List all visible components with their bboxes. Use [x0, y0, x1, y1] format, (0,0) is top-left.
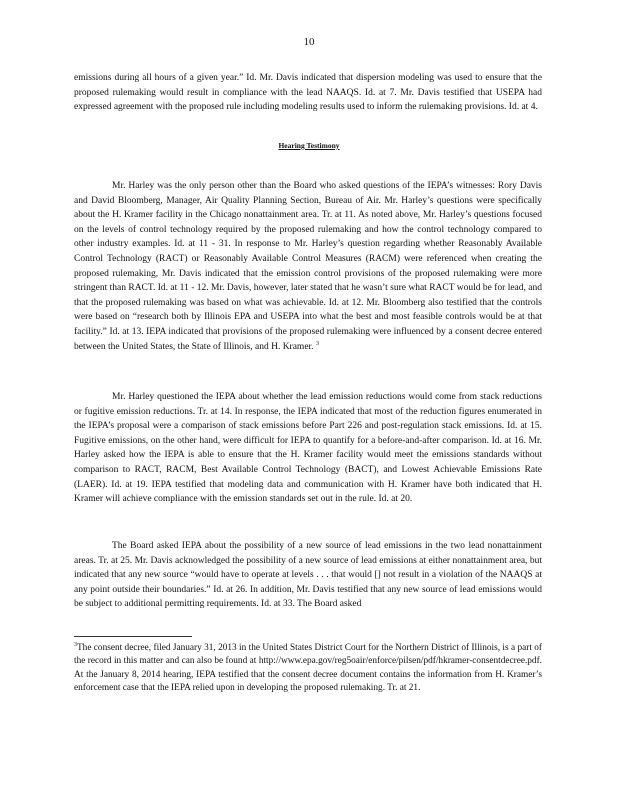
footnote-reference: 3	[315, 340, 319, 347]
footnote-divider	[74, 636, 192, 637]
section-heading: Hearing Testimony	[278, 141, 340, 150]
intro-paragraph-block	[74, 71, 542, 115]
intro-paragraph: emissions during all hours of a given year.” Id. Mr. Davis indicated that dispersion modeling was used to ensure that the proposed rulemaking would result in compliance with the lead NAAQS. Id. at 7. Mr. Davis testified that USEPA had expressed agreement with the proposed rule including modeling results used to inform the rulemaking provisions. Id. at 4.	[74, 73, 542, 113]
section-heading-wrapper	[0, 141, 618, 150]
footnote-number: 3	[74, 641, 77, 648]
paragraph-2-block	[74, 390, 542, 507]
paragraph-3-block	[74, 539, 542, 612]
footnote	[74, 642, 542, 696]
paragraph-1-text: Mr. Harley was the only person other than the Board who asked questions of the IEPA’s witnesses: Rory Davis and David Bloomberg, Manager, Air Quality Planning Section, Bureau of Air. Mr. Harley’s questions were specifically about the H. Kramer facility in the Chicago nonattainment area. Tr. at 11. As noted above, Mr. Harley’s questions focused on the levels of control technology required by the proposed rulemaking and how the control technology compared to other industry examples. Id. at 11 - 31. In response to Mr. Harley’s question regarding whether Reasonably Available Control Technology (RACT) or Reasonably Available Control Measures (RACM) were referenced when creating the proposed rulemaking, Mr. Davis indicated that the emission control provisions of the proposed rulemaking were more stringent than RACT. Id. at 11 - 12. Mr. Davis, however, later stated that he wasn’t sure what RACT would be for lead, and that the proposed rulemaking was based on what was achievable. Id. at 12. Mr. Bloomberg also testified that the controls were based on “research both by Illinois EPA and USEPA into what the best and most feasible controls would be at that facility.” Id. at 13. IEPA indicated that provisions of the proposed rulemaking were influenced by a consent decree entered between the United States, the State of Illinois, and H. Kramer.	[74, 181, 542, 352]
paragraph-2: Mr. Harley questioned the IEPA about whether the lead emission reductions would come from stack reductions or fugitive emission reductions. Tr. at 14. In response, the IEPA indicated that most of the reduction figures enumerated in the IEPA’s proposal were a comparison of stack emissions before Part 226 and post-regulation stack emissions. Id. at 15. Fugitive emissions, on the other hand, were difficult for IEPA to quantify for a before-and-after comparison. Id. at 16. Mr. Harley asked how the IEPA is able to ensure that the H. Kramer facility would meet the emissions standards without comparison to RACT, RACM, Best Available Control Technology (BACT), and Lowest Achievable Emissions Rate (LAER). Id. at 19. IEPA testified that modeling data and communication with H. Kramer have both indicated that H. Kramer will achieve compliance with the emission standards set out in the rule. Id. at 20.	[74, 392, 542, 505]
paragraph-3: The Board asked IEPA about the possibility of a new source of lead emissions in the two lead nonattainment areas. Tr. at 25. Mr. Davis acknowledged the possibility of a new source of lead emissions at either nonattainment area, but indicated that any new source “would have to operate at levels . . . that would [] not result in a violation of the NAAQS at any point outside their boundaries.” Id. at 26. In addition, Mr. Davis testified that any new source of lead emissions would be subject to additional permitting requirements. Id. at 33. The Board asked	[74, 541, 542, 610]
paragraph-1-block	[74, 179, 542, 354]
footnote-body	[74, 642, 542, 696]
footnote-text: The consent decree, filed January 31, 2013 in the United States District Court for the Northern District of Illinois, is a part of the record in this matter and can also be found at http://www.epa.gov/reg5oair/enforce/pilsen/pdf/hkramer-consentdecree.pdf. At the January 8, 2014 hearing, IEPA testified that the consent decree document contains the information from H. Kramer’s enforcement case that the IEPA relied upon in developing the proposed rulemaking. Tr. at 21.	[74, 643, 542, 694]
paragraph-1	[74, 179, 542, 354]
page-number: 10	[303, 36, 315, 48]
